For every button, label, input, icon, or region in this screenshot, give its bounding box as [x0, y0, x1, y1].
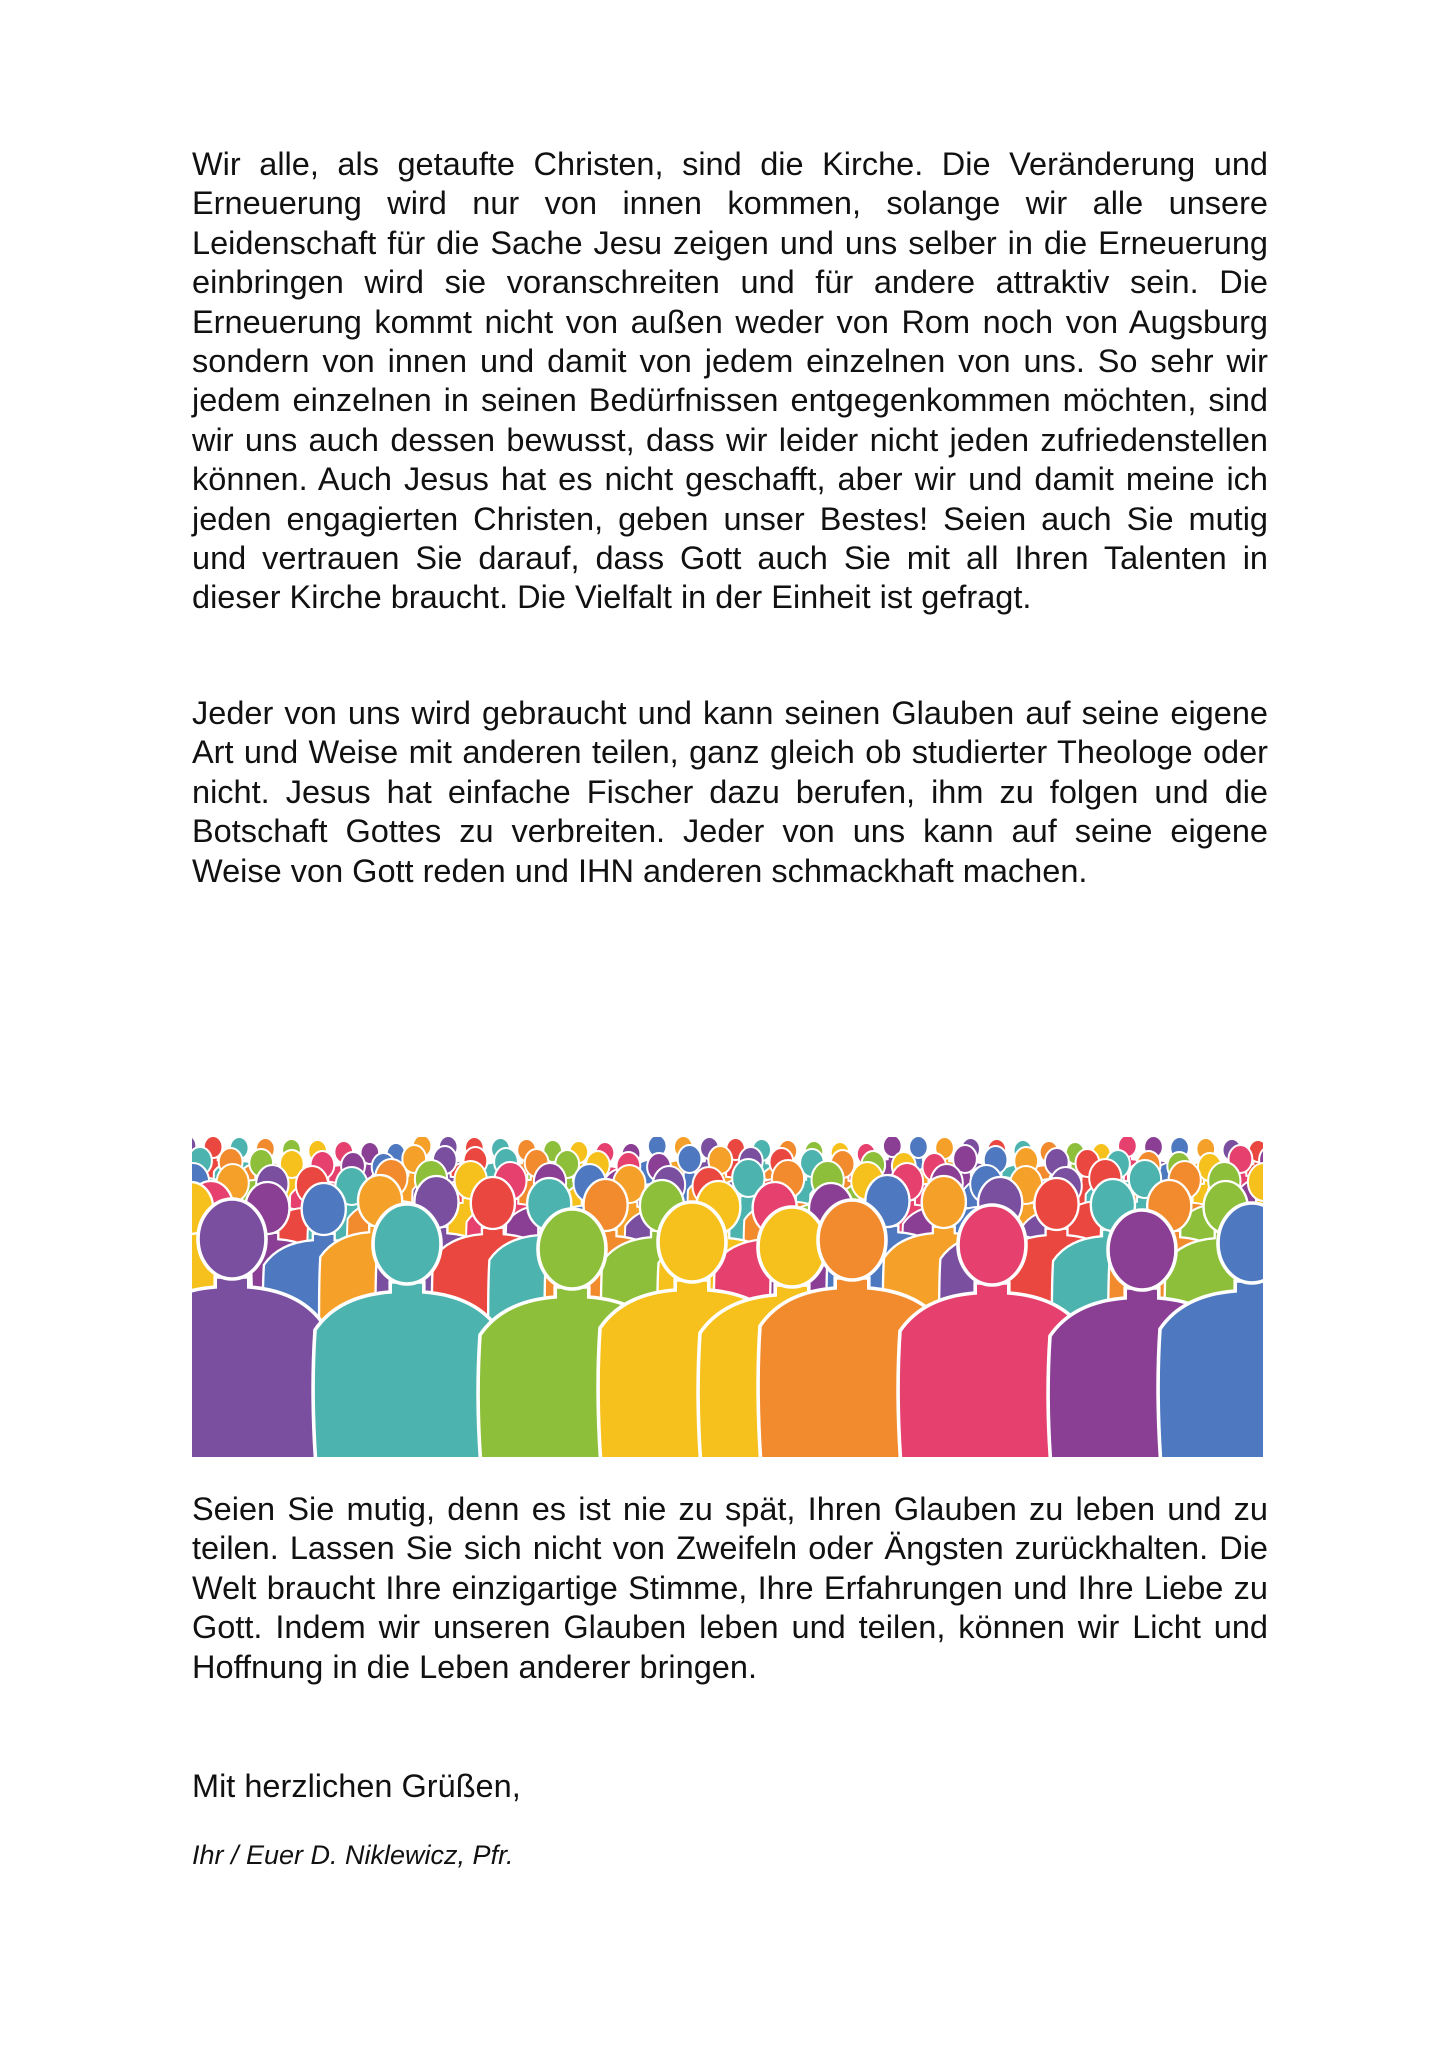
silhouette-head: [1108, 1210, 1176, 1290]
paragraph-2: Jeder von uns wird gebraucht und kann seinen Glauben auf seine eigene Art und Weise mit anderen teilen, ganz gleich ob studierter Theologe oder nicht. Jesus hat einfache Fischer dazu berufen, ihm zu folgen und die Botschaft Gottes zu verbreiten. Jeder von uns kann auf seine eigene Weise von Gott reden und IHN anderen schmackhaft machen.: [192, 695, 1268, 889]
silhouette-head: [302, 1183, 346, 1235]
silhouette-head: [678, 1145, 702, 1173]
silhouette-body: [192, 1277, 326, 1457]
silhouette-head: [758, 1207, 826, 1287]
silhouette-head: [198, 1199, 266, 1279]
silhouette-body: [313, 1282, 501, 1457]
crowd-silhouettes-image: [192, 1137, 1263, 1457]
silhouette-head: [818, 1200, 886, 1280]
closing-greeting: Mit herzlichen Grüßen,: [192, 1768, 521, 1804]
silhouette-head: [1034, 1178, 1078, 1230]
silhouette-head: [958, 1205, 1026, 1285]
paragraph-1: Wir alle, als getaufte Christen, sind die Kirche. Die Veränderung und Erneuerung wird nur von innen kommen, solange wir alle unsere Leidenschaft für die Sache Jesu zeigen und uns selber in die Erneuerung einbringen wird sie voranschreiten und für andere attraktiv sein. Die Erneuerung kommt nicht von außen weder von Rom noch von Augsburg sondern von innen und damit von jedem einzelnen von uns. So sehr wir jedem einzelnen in seinen Bedürfnissen entgegenkommen möchten, sind wir uns auch dessen bewusst, dass wir leider nicht jeden zufriedenstellen können. Auch Jesus hat es nicht geschafft, aber wir und damit meine ich jeden engagierten Christen, geben unser Bestes! Seien auch Sie mutig und vertrauen Sie darauf, dass Gott auch Sie mit all Ihren Talenten in dieser Kirche braucht. Die Vielfalt in der Einheit ist gefragt.: [192, 146, 1268, 616]
silhouette-head: [373, 1204, 441, 1284]
crowd-illustration: [192, 1137, 1263, 1457]
silhouette-head: [658, 1202, 726, 1282]
paragraph-3: Seien Sie mutig, denn es ist nie zu spät, Ihren Glauben zu leben und zu teilen. Lassen Sie sich nicht von Zweifeln oder Ängsten zurückhalten. Die Welt braucht Ihre einzigartige Stimme, Ihre Erfahrungen und Ihre Liebe zu Gott. Indem wir unseren Glauben leben und teilen, können wir Licht und Hoffnung in die Leben anderer bringen.: [192, 1491, 1268, 1685]
silhouette-head: [922, 1176, 966, 1228]
silhouette-head: [471, 1177, 515, 1229]
silhouette-head: [538, 1209, 606, 1289]
signature: Ihr / Euer D. Niklewicz, Pfr.: [192, 1840, 514, 1870]
